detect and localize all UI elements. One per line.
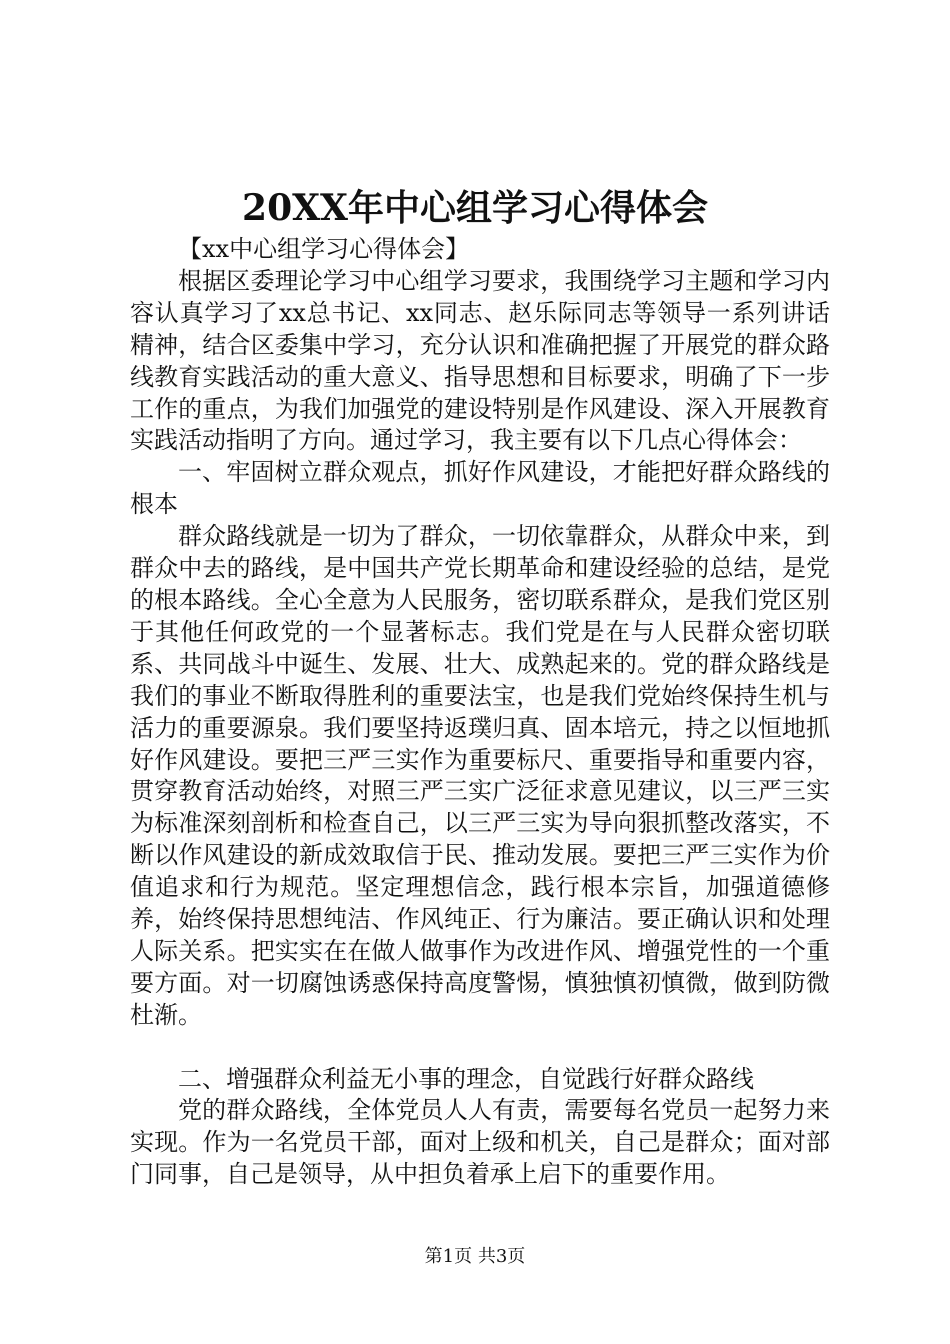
page-footer: 第1页 共3页: [424, 1246, 526, 1267]
section-heading-2: 二、增强群众利益无小事的理念，自觉践行好群众路线: [178, 1064, 754, 1093]
subtitle-paragraph: 【xx中心组学习心得体会】: [178, 235, 470, 263]
section-body-2: 党的群众路线，全体党员人人有责，需要每名党员一起努力来实现。作为一名党员干部，面对上级和机关，自己是群众；面对部门同事，自己是领导，从中担负着承上启下的重要作用。: [130, 1096, 830, 1189]
intro-paragraph: 根据区委理论学习中心组学习要求，我围绕学习主题和学习内容认真学习了xx总书记、xx同志、赵乐际同志等领导一系列讲话精神，结合区委集中学习，充分认识和准确把握了开展党的群众路线教育实践活动的重大意义、指导思想和目标要求，明确了下一步工作的重点，为我们加强党的建设特别是作风建设、深入开展教育实践活动指明了方向。通过学习，我主要有以下几点心得体会：: [130, 266, 830, 455]
section-body-1: 群众路线就是一切为了群众，一切依靠群众，从群众中来，到群众中去的路线，是中国共产党长期革命和建设经验的总结，是党的根本路线。全心全意为人民服务，密切联系群众，是我们党区别于其他任何政党的一个显著标志。我们党是在与人民群众密切联系、共同战斗中诞生、发展、壮大、成熟起来的。党的群众路线是我们的事业不断取得胜利的重要法宝，也是我们党始终保持生机与活力的重要源泉。我们要坚持返璞归真、固本培元，持之以恒地抓好作风建设。要把三严三实作为重要标尺、重要指导和重要内容，贯穿教育活动始终，对照三严三实广泛征求意见建议，以三严三实为标准深刻剖析和检查自己，以三严三实为导向狠抓整改落实，不断以作风建设的新成效取信于民、推动发展。要把三严三实作为价值追求和行为规范。坚定理想信念，践行根本宗旨，加强道德修养，始终保持思想纯洁、作风纯正、行为廉洁。要正确认识和处理人际关系。把实实在在做人做事作为改进作风、增强党性的一个重要方面。对一切腐蚀诱惑保持高度警惕，慎独慎初慎微，做到防微杜渐。: [130, 522, 830, 1029]
section-heading-1: 一、牢固树立群众观点，抓好作风建设，才能把好群众路线的根本: [130, 458, 830, 519]
document-title: 20XX年中心组学习心得体会: [242, 187, 708, 229]
document-body: [130, 234, 830, 1191]
